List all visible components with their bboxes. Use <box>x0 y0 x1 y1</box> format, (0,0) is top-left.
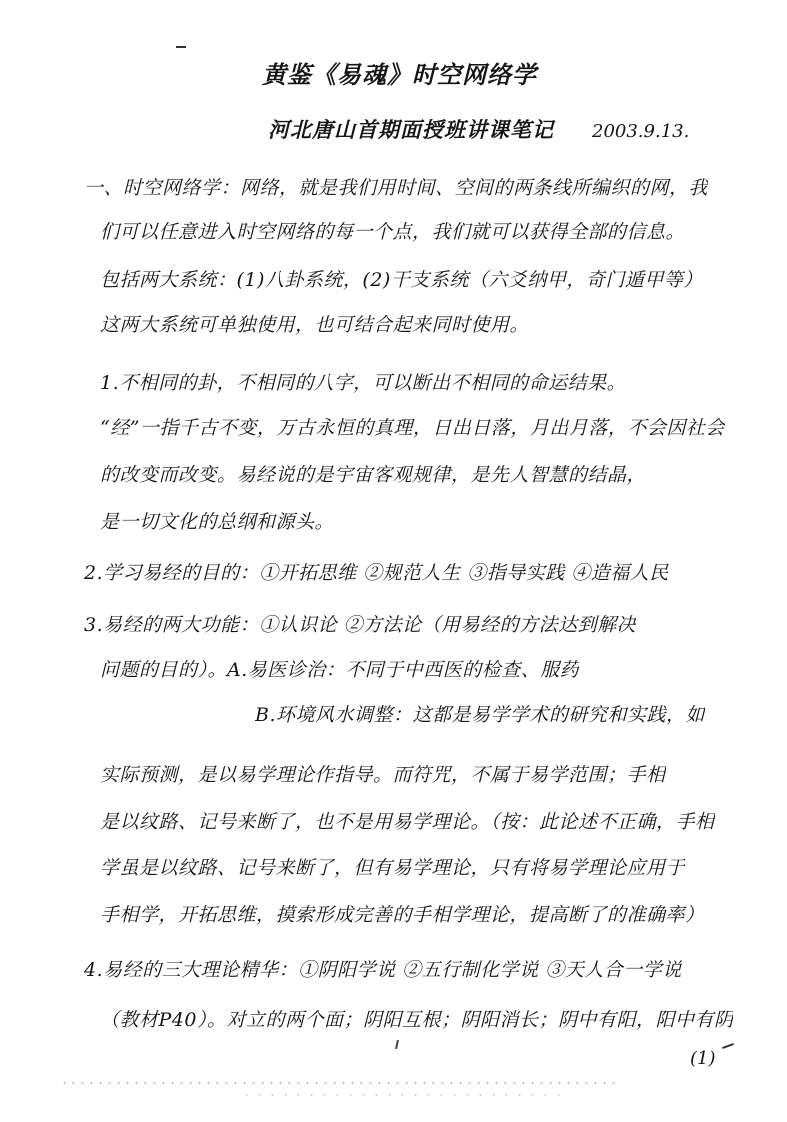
scan-noise <box>240 1094 570 1096</box>
text-line: 1.不相同的卦，不相同的八字，可以断出不相同的命运结果。 <box>100 372 627 394</box>
text-line: “经”一指千古不变，万古永恒的真理，日出日落，月出月落，不会因社会 <box>100 417 725 439</box>
text-line: 4.易经的三大理论精华：①阴阳学说 ②五行制化学说 ③天人合一学说 <box>84 959 682 981</box>
text-line: 的改变而改变。易经说的是宇宙客观规律，是先人智慧的结晶， <box>100 464 647 486</box>
scan-mark <box>722 1043 734 1049</box>
text-line: 包括两大系统：(1)八卦系统，(2)干支系统（六爻纳甲，奇门遁甲等） <box>100 269 703 291</box>
text-line: 一、时空网络学：网络，就是我们用时间、空间的两条线所编织的网，我 <box>84 177 709 199</box>
document-date: 2003.9.13. <box>592 121 690 142</box>
document-title: 黄鉴《易魂》时空网络学 <box>262 60 537 89</box>
text-line: 是一切文化的总纲和源头。 <box>100 511 335 533</box>
text-line: 手相学，开拓思维，摸索形成完善的手相学理论，提高断了的准确率） <box>100 904 705 926</box>
text-line: （教材P40）。对立的两个面；阴阳互根；阴阳消长；阴中有阳，阳中有阴 <box>100 1009 734 1031</box>
text-line: 3.易经的两大功能：①认识论 ②方法论（用易经的方法达到解决 <box>84 614 637 636</box>
scan-mark <box>395 1040 399 1049</box>
text-line: 实际预测，是以易学理论作指导。而符咒，不属于易学范围；手相 <box>100 764 666 786</box>
document-subtitle: 河北唐山首期面授班讲课笔记 <box>268 117 554 142</box>
text-line: 们可以任意进入时空网络的每一个点，我们就可以获得全部的信息。 <box>100 221 686 243</box>
text-line: 这两大系统可单独使用，也可结合起来同时使用。 <box>100 314 530 336</box>
scan-noise <box>60 1082 620 1084</box>
text-line: 2.学习易经的目的：①开拓思维 ②规范人生 ③指导实践 ④造福人民 <box>84 562 669 584</box>
text-line: 是以纹路、记号来断了，也不是用易学理论。（按：此论述不正确，手相 <box>100 811 715 833</box>
text-line: 学虽是以纹路、记号来断了，但有易学理论，只有将易学理论应用于 <box>100 857 686 879</box>
page-number: (1) <box>690 1048 716 1069</box>
text-line: 问题的目的）。A.易医诊治：不同于中西医的检查、服药 <box>100 659 580 681</box>
text-line: B.环境风水调整：这都是易学学术的研究和实践，如 <box>255 704 706 726</box>
scan-mark <box>176 46 186 48</box>
